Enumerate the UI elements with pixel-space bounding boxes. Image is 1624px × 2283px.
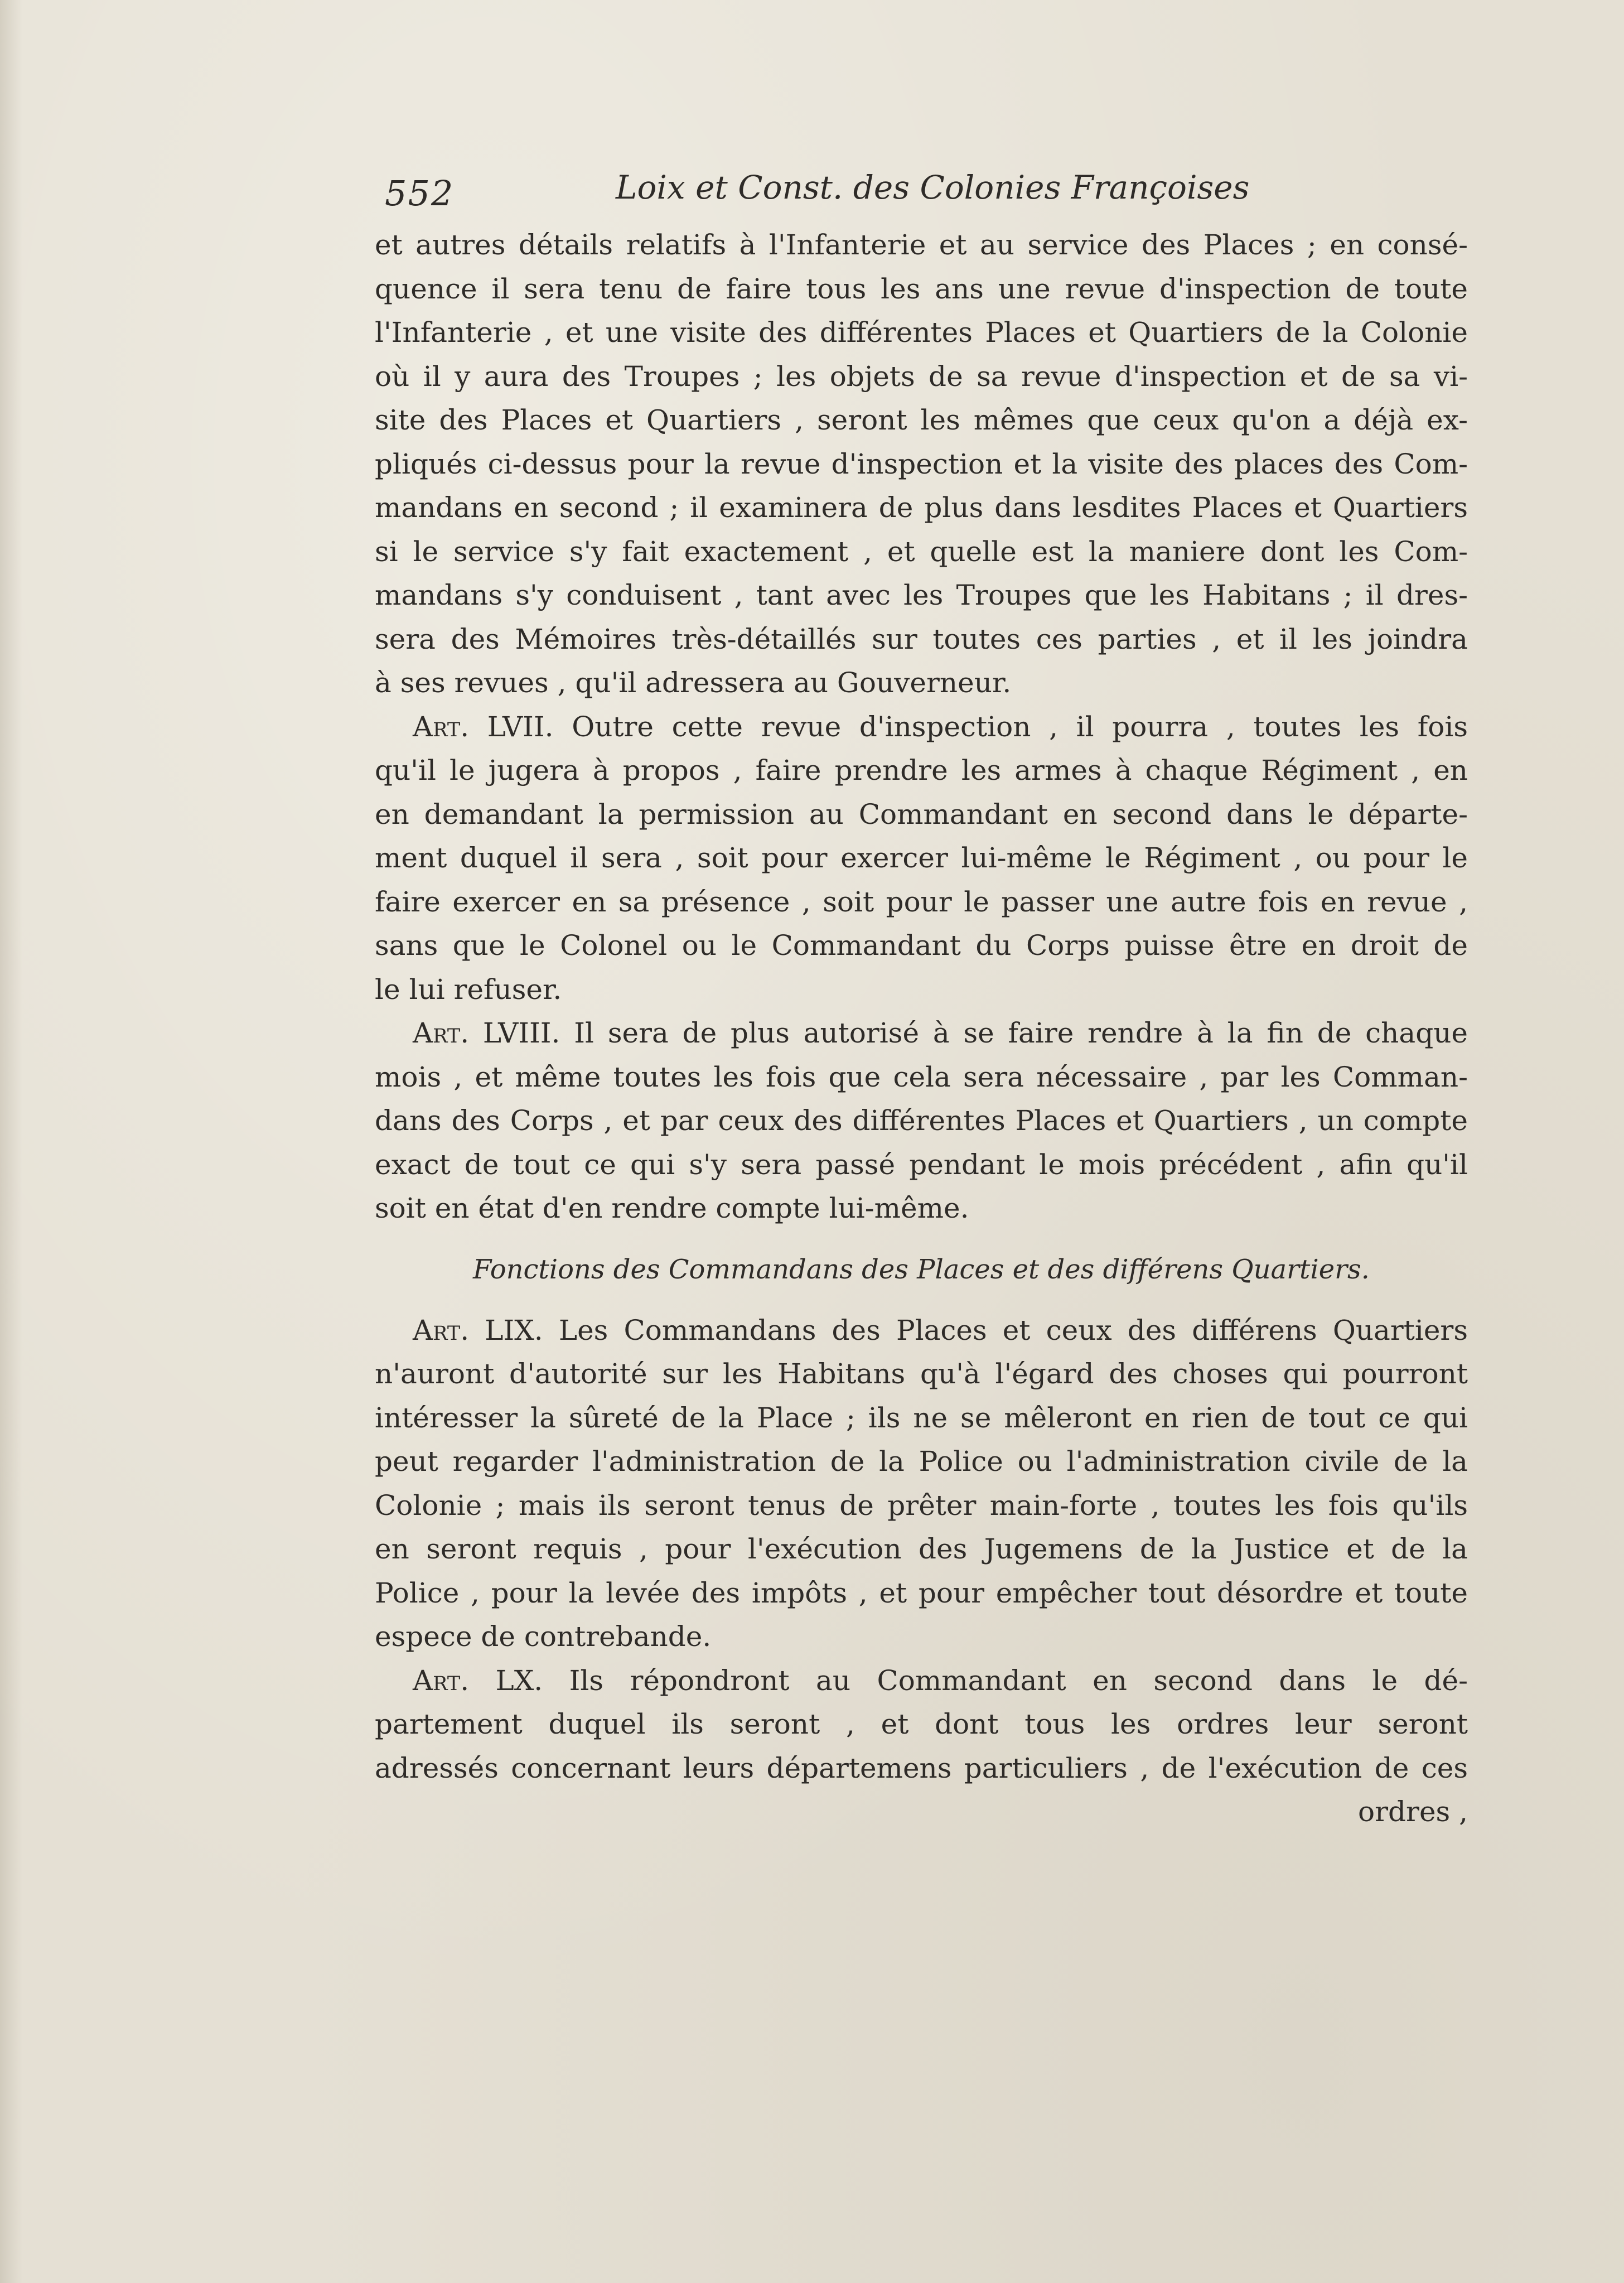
paragraph-continuation bbox=[375, 223, 1468, 705]
article-label: Art. LX. bbox=[413, 1664, 543, 1697]
text-line: le lui refuser. bbox=[375, 973, 562, 1006]
article-lix bbox=[375, 1309, 1468, 1659]
article-lvii bbox=[375, 705, 1468, 1012]
article-label: Art. LIX. bbox=[413, 1314, 543, 1346]
text-line: mois , et même toutes les fois que cela sera nécessaire , par les Comman- bbox=[375, 1060, 1468, 1093]
text-line: en seront requis , pour l'exécution des Jugemens de la Justice et de la bbox=[375, 1533, 1468, 1565]
catchword: ordres , bbox=[1358, 1795, 1468, 1828]
article-label: Art. LVIII. bbox=[413, 1017, 560, 1049]
text-line: site des Places et Quartiers , seront les mêmes que ceux qu'on a déjà ex- bbox=[375, 404, 1468, 436]
text-line: sera des Mémoires très-détaillés sur toutes ces parties , et il les joindra bbox=[375, 622, 1468, 655]
article-first-line bbox=[375, 1011, 1468, 1055]
text-line: pliqués ci-dessus pour la revue d'inspection et la visite des places des Com- bbox=[375, 447, 1468, 480]
text-line: soit en état d'en rendre compte lui-même. bbox=[375, 1192, 969, 1224]
text-line: adressés concernant leurs départemens particuliers , de l'exécution de ces bbox=[375, 1751, 1468, 1784]
page-number: 552 bbox=[385, 173, 455, 214]
text-line: et autres détails relatifs à l'Infanterie et au service des Places ; en consé- bbox=[375, 229, 1468, 261]
text-line: quence il sera tenu de faire tous les ans une revue d'inspection de toute bbox=[375, 272, 1468, 305]
text-line: dans des Corps , et par ceux des différentes Places et Quartiers , un compte bbox=[375, 1104, 1468, 1137]
text-line: faire exercer en sa présence , soit pour le passer une autre fois en revue , bbox=[375, 885, 1468, 918]
text-line: Police , pour la levée des impôts , et pour empêcher tout désordre et toute bbox=[375, 1576, 1468, 1609]
section-heading: Fonctions des Commandans des Places et des différens Quartiers. bbox=[473, 1253, 1370, 1285]
text-line: exact de tout ce qui s'y sera passé pendant le mois précédent , afin qu'il bbox=[375, 1148, 1468, 1181]
page-header bbox=[375, 162, 1468, 223]
article-lviii bbox=[375, 1011, 1468, 1230]
article-first-line-text: Ils répondront au Commandant en second dans le dé- bbox=[569, 1664, 1468, 1697]
article-first-line-text: Les Commandans des Places et ceux des différens Quartiers bbox=[558, 1314, 1468, 1346]
article-first-line bbox=[375, 1659, 1468, 1703]
article-lx bbox=[375, 1659, 1468, 1834]
running-title: Loix et Const. des Colonies Françoises bbox=[616, 168, 1250, 206]
article-first-line-text: Il sera de plus autorisé à se faire rendre à la fin de chaque bbox=[574, 1017, 1468, 1049]
text-line: intéresser la sûreté de la Place ; ils ne se mêleront en rien de tout ce qui bbox=[375, 1401, 1468, 1434]
text-block bbox=[375, 162, 1468, 1834]
text-line: mandans s'y conduisent , tant avec les Troupes que les Habitans ; il dres- bbox=[375, 579, 1468, 611]
article-label: Art. LVII. bbox=[413, 710, 554, 743]
text-line: en demandant la permission au Commandant en second dans le départe- bbox=[375, 798, 1468, 831]
text-line: si le service s'y fait exactement , et quelle est la maniere dont les Com- bbox=[375, 535, 1468, 568]
text-line: sans que le Colonel ou le Commandant du Corps puisse être en droit de bbox=[375, 929, 1468, 962]
text-line: peut regarder l'administration de la Police ou l'administration civile de la bbox=[375, 1445, 1468, 1478]
article-first-line bbox=[375, 705, 1468, 749]
text-line: l'Infanterie , et une visite des différentes Places et Quartiers de la Colonie bbox=[375, 316, 1468, 349]
text-line: qu'il le jugera à propos , faire prendre les armes à chaque Régiment , en bbox=[375, 754, 1468, 786]
text-line: où il y aura des Troupes ; les objets de sa revue d'inspection et de sa vi- bbox=[375, 360, 1468, 393]
text-line: à ses revues , qu'il adressera au Gouverneur. bbox=[375, 667, 1012, 699]
article-first-line bbox=[375, 1309, 1468, 1353]
article-first-line-text: Outre cette revue d'inspection , il pourra , toutes les fois bbox=[572, 710, 1468, 743]
text-line: espece de contrebande. bbox=[375, 1620, 712, 1653]
text-line: ment duquel il sera , soit pour exercer lui-même le Régiment , ou pour le bbox=[375, 842, 1468, 874]
text-line: mandans en second ; il examinera de plus dans lesdites Places et Quartiers bbox=[375, 491, 1468, 524]
text-line: partement duquel ils seront , et dont tous les ordres leur seront bbox=[375, 1708, 1468, 1740]
text-line: n'auront d'autorité sur les Habitans qu'à l'égard des choses qui pourront bbox=[375, 1358, 1468, 1390]
text-line: Colonie ; mais ils seront tenus de prêter main-forte , toutes les fois qu'ils bbox=[375, 1489, 1468, 1522]
